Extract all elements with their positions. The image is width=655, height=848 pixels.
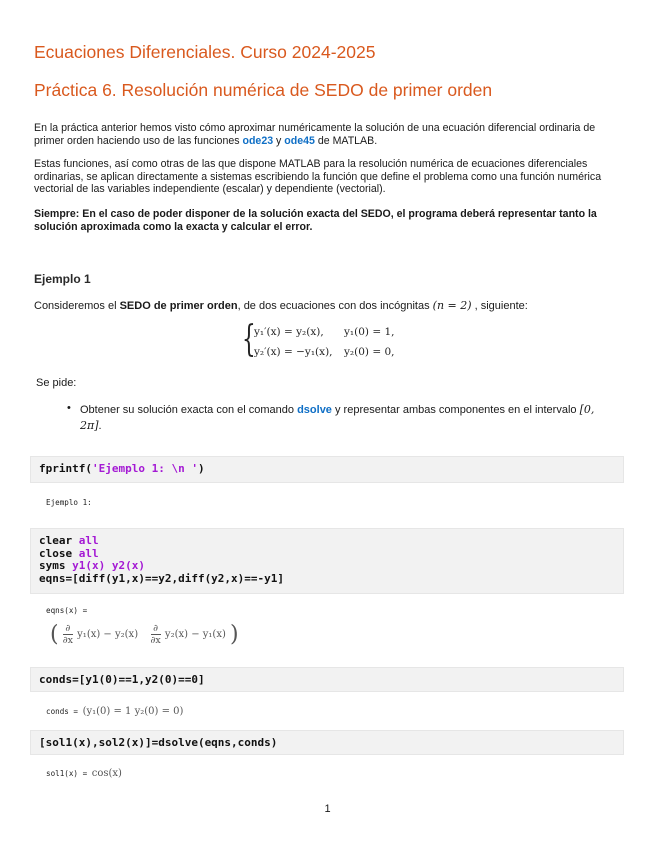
desc-text-mid: , de dos ecuaciones con dos incógnitas: [237, 300, 433, 312]
page-number: 1: [324, 803, 331, 815]
eq1-left: y₁′(x) = y₂(x),: [254, 326, 324, 338]
example-description: [34, 300, 609, 313]
desc-text: Consideremos el: [34, 300, 120, 312]
sol1-label: sol1(x) =: [46, 769, 92, 778]
output-ejemplo: Ejemplo 1:: [46, 498, 92, 507]
eq2-left: y₂′(x) = −y₁(x),: [254, 346, 333, 358]
code-cell-dsolve[interactable]: [sol1(x),sol2(x)]=dsolve(eqns,conds): [30, 730, 624, 755]
bullet-text-end: .: [98, 420, 102, 432]
output-eqns-label: eqns(x) =: [46, 606, 88, 615]
eqns-term-2: y₂(x) − y₁(x): [164, 629, 226, 640]
conds-value: (y₁(0) = 1 y₂(0) = 0): [82, 706, 184, 717]
arg-all: all: [78, 534, 99, 547]
desc-bold: SEDO de primer orden: [119, 300, 238, 312]
kw-clear: clear: [39, 534, 79, 547]
bullet-text: Obtener su solución exacta con el comando: [80, 404, 298, 416]
intro-paragraph-1: [34, 122, 609, 147]
task-intro: Se pide:: [36, 377, 77, 389]
frac2-den: ∂x: [150, 635, 161, 646]
frac1-den: ∂x: [62, 635, 74, 646]
intro-paragraph-3: Siempre: En el caso de poder disponer de la solución exacta del SEDO, el programa deberá representar tanto la solución aproximada como la exacta y calcular el error.: [34, 208, 597, 233]
ode45-link[interactable]: ode45: [284, 134, 315, 147]
conds-label: conds =: [46, 707, 83, 716]
code-string: 'Ejemplo 1: \n ': [91, 462, 198, 475]
output-conds: [46, 706, 183, 717]
code-paren: ): [197, 462, 205, 475]
arg-all-2: all: [78, 546, 99, 560]
kw-syms: syms: [39, 559, 73, 572]
code-cell-setup[interactable]: [30, 528, 624, 594]
kw-close: close: [39, 546, 79, 560]
code-line-clear: [39, 535, 615, 548]
intro-text-end: de MATLAB.: [314, 134, 378, 147]
code-cell-fprintf[interactable]: [30, 456, 624, 483]
system-equation-1: [254, 326, 395, 338]
system-equation-2: [254, 346, 395, 358]
ode23-link[interactable]: ode23: [242, 134, 274, 147]
code-cell-conds[interactable]: conds=[y1(0)==1,y2(0)==0]: [30, 667, 624, 692]
desc-math: (n = 2): [432, 299, 472, 312]
code-line-eqns: eqns=[diff(y1,x)==y2,diff(y2,x)==-y1]: [39, 571, 285, 585]
intro-text-and: y: [273, 134, 285, 147]
ode-system: [242, 319, 442, 366]
desc-text-end: , siguiente:: [471, 300, 528, 312]
document-title: Ecuaciones Diferenciales. Curso 2024-2025: [34, 42, 376, 62]
eq1-right: y₁(0) = 1,: [344, 326, 395, 338]
bullet-text-mid: y representar ambas componentes en el intervalo: [331, 404, 580, 416]
intro-paragraph-2: Estas funciones, así como otras de las que dispone MATLAB para la resolución numérica de ecuaciones diferenciales ordinarias, se aplican directamente a sistemas escribiendo la función que define el problema como una función numérica vectorial de las variables independiente (escalar) y dependiente (vectorial).: [34, 158, 602, 196]
partial-frac-2: [151, 623, 161, 646]
eq2-right: y₂(0) = 0,: [344, 346, 395, 358]
interval-math: [0, 2π]: [80, 403, 595, 432]
dsolve-link[interactable]: dsolve: [297, 404, 332, 416]
arg-functions: y1(x) y2(x): [72, 559, 145, 572]
practice-subtitle: Práctica 6. Resolución numérica de SEDO de primer orden: [34, 80, 493, 100]
system-brace: {: [242, 319, 256, 360]
code-fn: fprintf(: [39, 462, 92, 475]
bullet-marker: •: [67, 402, 71, 414]
output-eqns-value: ( $\frac{\partial}{\partial x}$ y₁(x) − y₂(x) $\frac{\partial}{\partial x}$ y₂(x) − y₁(x) ): [50, 622, 239, 647]
code-line-syms: [39, 560, 615, 573]
frac2-num: ∂: [151, 623, 161, 635]
partial-frac-1: [63, 623, 73, 646]
frac1-num: ∂: [63, 623, 73, 635]
output-sol1: [46, 768, 122, 779]
intro-text: En la práctica anterior hemos visto cómo aproximar numéricamente la solución de una ecuación diferencial ordinaria de primer orden haciendo uso de las funciones: [34, 122, 596, 147]
sol1-value: cos(x): [91, 768, 122, 779]
example-heading: Ejemplo 1: [34, 272, 91, 286]
task-bullet: [80, 402, 600, 434]
eqns-term-1: y₁(x) − y₂(x): [77, 629, 139, 640]
